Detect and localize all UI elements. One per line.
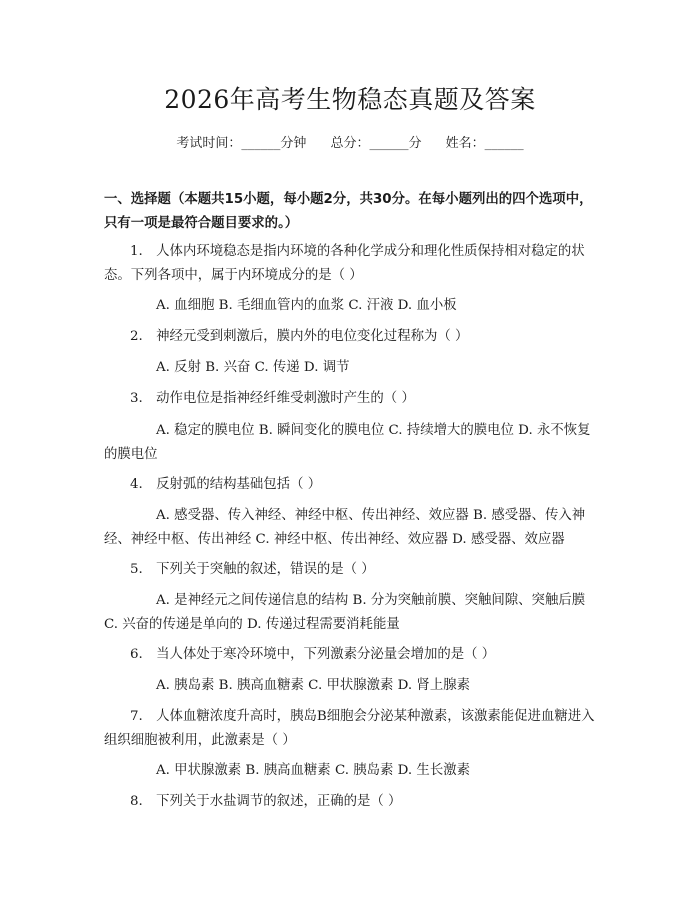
question-1-stem: 1. 人体内环境稳态是指内环境的各种化学成分和理化性质保持相对稳定的状态。下列各项中，属于内环境成分的是（ ） <box>104 244 585 283</box>
question-5-options: A. 是神经元之间传递信息的结构 B. 分为突触前膜、突触间隙、突触后膜 C. 兴奋的传递是单向的 D. 传递过程需要消耗能量 <box>104 593 586 632</box>
question-8-stem: 8. 下列关于水盐调节的叙述，正确的是（ ） <box>130 794 402 809</box>
question-5-stem: 5. 下列关于突触的叙述，错误的是（ ） <box>130 562 375 577</box>
exam-meta <box>0 132 700 151</box>
question-2-options: A. 反射 B. 兴奋 C. 传递 D. 调节 <box>156 360 350 375</box>
exam-title: 2026年高考生物稳态真题及答案 <box>164 85 536 114</box>
question-6-options: A. 胰岛素 B. 胰高血糖素 C. 甲状腺激素 D. 肾上腺素 <box>156 678 470 693</box>
question-7-stem: 7. 人体血糖浓度升高时，胰岛B细胞会分泌某种激素，该激素能促进血糖进入组织细胞被利用，此激素是（ ） <box>104 709 595 748</box>
question-6-stem: 6. 当人体处于寒冷环境中，下列激素分泌量会增加的是（ ） <box>130 647 496 662</box>
question-4-stem: 4. 反射弧的结构基础包括（ ） <box>130 477 322 492</box>
question-4-options: A. 感受器、传入神经、神经中枢、传出神经、效应器 B. 感受器、传入神经、神经中枢、传出神经 C. 神经中枢、传出神经、效应器 D. 感受器、效应器 <box>104 508 586 547</box>
question-2-stem: 2. 神经元受到刺激后，膜内外的电位变化过程称为（ ） <box>130 329 469 344</box>
exam-time-field: 考试时间：______分钟 <box>176 136 307 151</box>
question-7-options: A. 甲状腺激素 B. 胰高血糖素 C. 胰岛素 D. 生长激素 <box>156 763 470 778</box>
question-1-options: A. 血细胞 B. 毛细血管内的血浆 C. 汗液 D. 血小板 <box>156 298 457 313</box>
question-3-stem: 3. 动作电位是指神经纤维受刺激时产生的（ ） <box>130 391 415 406</box>
question-3-options: A. 稳定的膜电位 B. 瞬间变化的膜电位 C. 持续增大的膜电位 D. 永不恢复的膜电位 <box>104 423 591 462</box>
student-name-field: 姓名：______ <box>445 136 524 151</box>
section-heading-choice: 一、选择题（本题共15小题，每小题2分，共30分。在每小题列出的四个选项中，只有一项是最符合题目要求的。） <box>104 192 593 231</box>
total-score-field: 总分：______分 <box>330 136 422 151</box>
